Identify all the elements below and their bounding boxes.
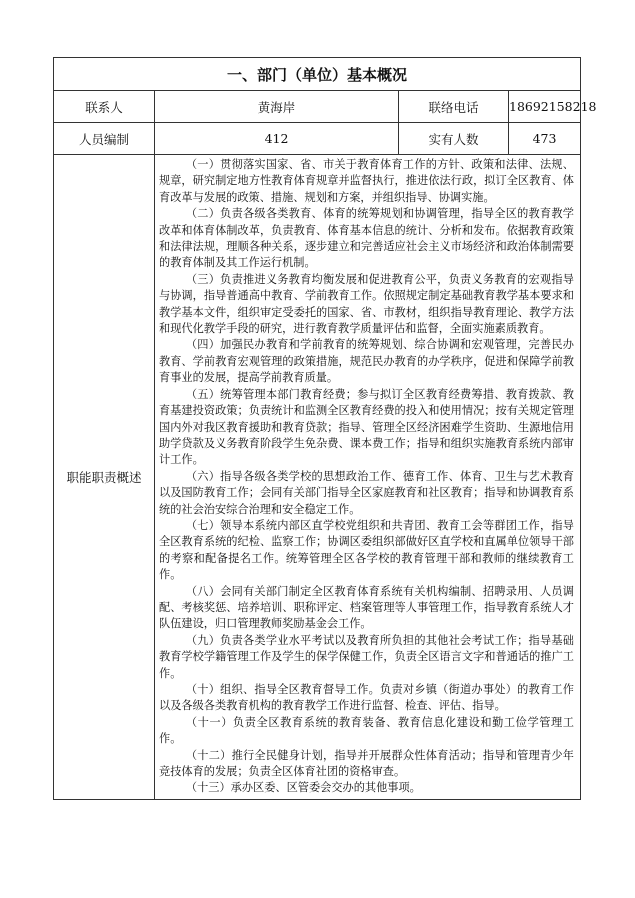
- duty-item: （一）贯彻落实国家、省、市关于教育体育工作的方针、政策和法律、法规、规章，研究制定地方性教育体育规章并监督执行，推进依法行政，拟订全区教育、体育改革与发展的政策、措施、规划和方案，并组织指导、协调实施。: [159, 158, 574, 204]
- title-row: [54, 58, 581, 91]
- duties-content: [155, 155, 581, 800]
- basic-info-table: [53, 57, 597, 800]
- duty-item: （十一）负责全区教育系统的教育装备、教育信息化建设和勤工俭学管理工作。: [159, 715, 574, 746]
- duty-item: （六）指导各级各类学校的思想政治工作、德育工作、体育、卫生与艺术教育以及国防教育工作；会同有关部门指导全区家庭教育和社区教育；指导和协调教育系统的社会治安综合治理和安全稳定工作。: [159, 469, 574, 516]
- staff-quota-value: 412: [155, 123, 399, 155]
- duty-item: （二）负责各级各类教育、体育的统筹规划和协调管理，指导全区的教育教学改革和体育体制改革，负责教育、体育基本信息的统计、分析和发布。依据教育政策和法律法规，理顺各种关系，逐步建立和完善适应社会主义市场经济和政治体制需要的教育体制及其工作运行机制。: [159, 207, 574, 270]
- duty-item: （五）统筹管理本部门教育经费；参与拟订全区教育经费筹措、教育拨款、教育基建投资政策；负责统计和监测全区教育经费的投入和使用情况；按有关规定管理国内外对我区教育援助和教育贷款；指导、管理全区经济困难学生资助、生源地信用助学贷款及义务教育阶段学生免杂费、课本费工作；指导和组织实施教育系统内部审计工作。: [159, 387, 574, 467]
- duty-item: （四）加强民办教育和学前教育的统筹规划、综合协调和宏观管理，完善民办教育、学前教育宏观管理的政策措施，规范民办教育的办学秩序，促进和保障学前教育事业的发展，提高学前教育质量。: [159, 338, 574, 385]
- phone-value: 18692158218: [509, 91, 581, 123]
- actual-staff-label: 实有人数: [399, 123, 509, 155]
- duty-item: （十）组织、指导全区教育督导工作。负责对乡镇（街道办事处）的教育工作以及各级各类教育机构的教育教学工作进行监督、检查、评估、指导。: [159, 683, 574, 713]
- contact-row: [54, 91, 581, 123]
- duty-item: （十二）推行全民健身计划，指导并开展群众性体育活动；指导和管理青少年竞技体育的发展；负责全区体育社团的资格审查。: [159, 748, 574, 779]
- section-title: 一、部门（单位）基本概况: [54, 58, 581, 91]
- duty-item: （八）会同有关部门制定全区教育体育系统有关机构编制、招聘录用、人员调配、考核奖惩、培养培训、职称评定、档案管理等人事管理工作，指导教育系统人才队伍建设，归口管理教师奖励基金会工作。: [159, 584, 574, 631]
- contact-label: 联系人: [54, 91, 155, 123]
- duties-label: 职能职责概述: [54, 155, 155, 800]
- actual-staff-value: 473: [509, 123, 581, 155]
- duty-item: （九）负责各类学业水平考试以及教育所负担的其他社会考试工作；指导基础教育学校学籍管理工作及学生的保学保健工作，负责全区语言文字和普通话的推广工作。: [159, 633, 574, 680]
- duty-item: （七）领导本系统内部区直学校党组织和共青团、教育工会等群团工作，指导全区教育系统的纪检、监察工作；协调区委组织部做好区直学校和直属单位领导干部的考察和配备提名工作。统筹管理全区各学校的教育管理干部和教师的继续教育工作。: [159, 518, 574, 582]
- duties-row: [54, 155, 581, 800]
- staff-row: [54, 123, 581, 155]
- duty-item: （十三）承办区委、区管委会交办的其他事项。: [185, 781, 421, 795]
- staff-quota-label: 人员编制: [54, 123, 155, 155]
- contact-value: 黄海岸: [155, 91, 399, 123]
- duty-item: （三）负责推进义务教育均衡发展和促进教育公平，负责义务教育的宏观指导与协调，指导普通高中教育、学前教育工作。依照规定制定基础教育教学基本要求和教学基本文件，组织审定受委托的国家、省、市教材，组织指导教育理论、教学方法和现代化教学手段的研究，进行教育教学质量评估和监督，全面实施素质教育。: [159, 272, 574, 336]
- phone-label: 联络电话: [399, 91, 509, 123]
